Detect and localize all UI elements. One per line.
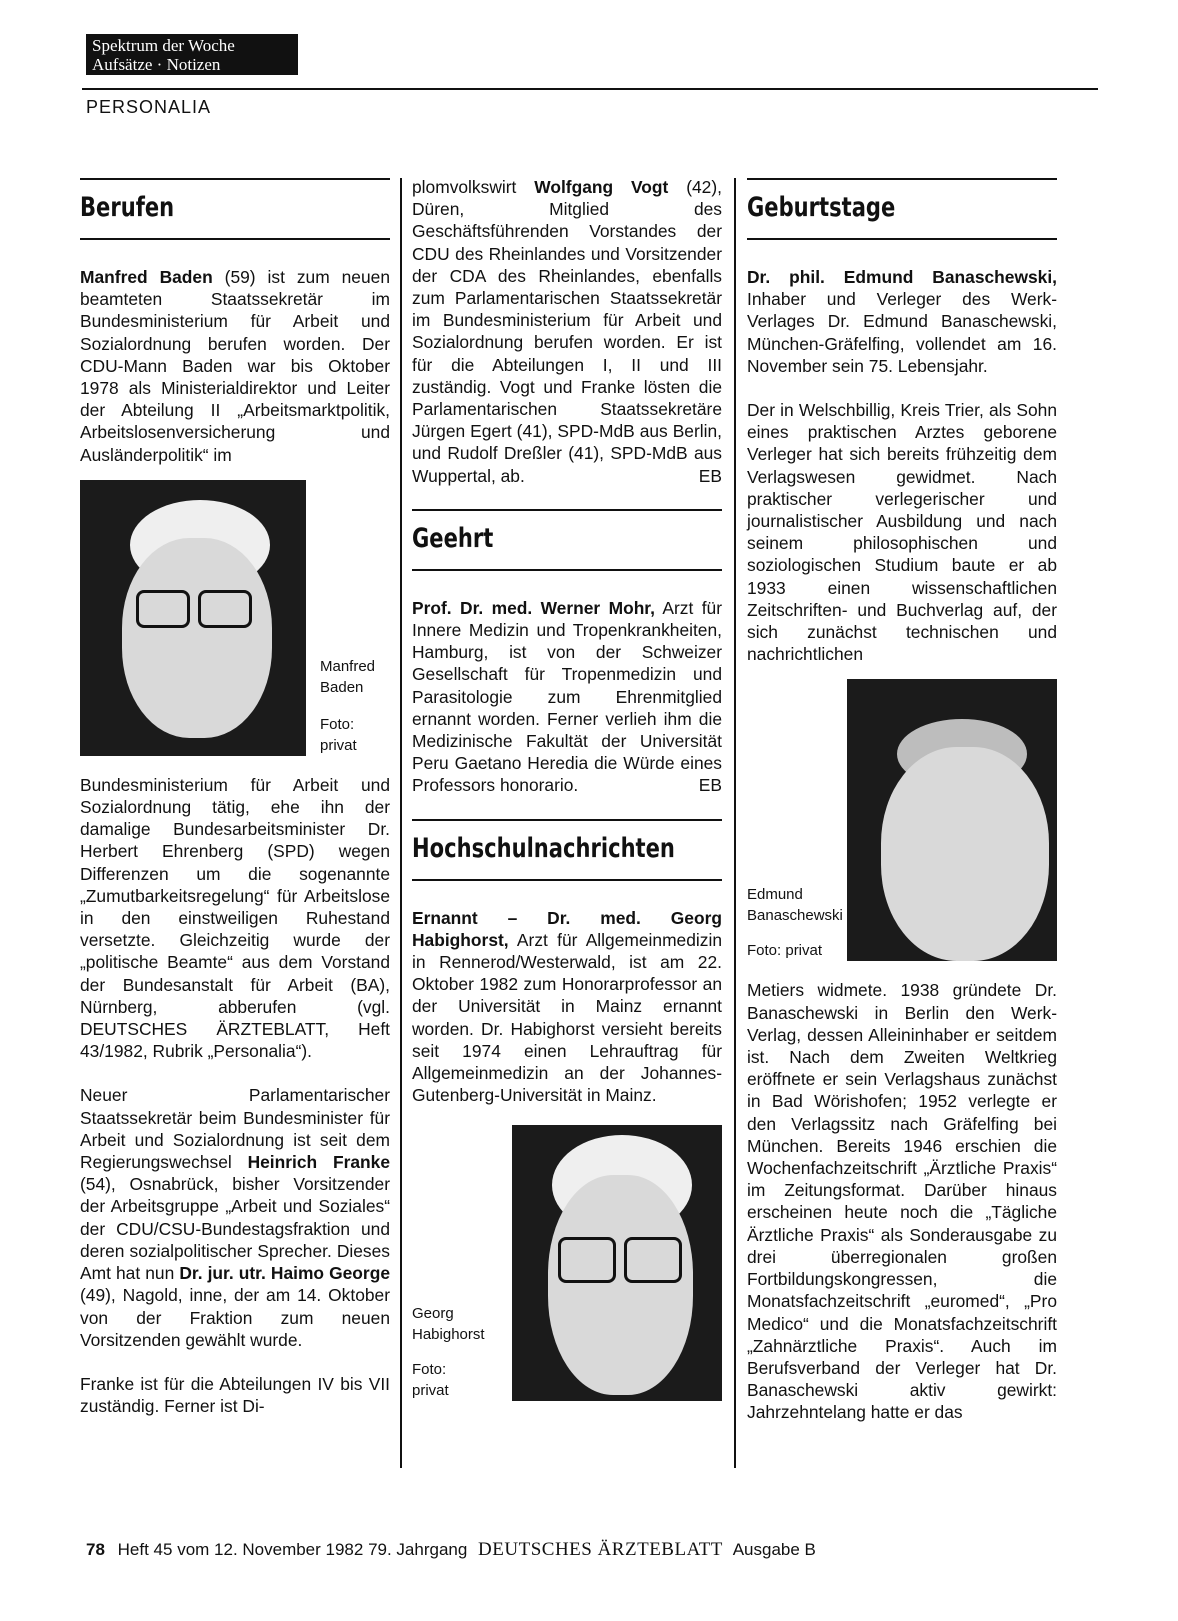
portrait-photo-habighorst [512, 1125, 722, 1401]
column-1 [80, 178, 390, 1439]
photo-caption [412, 1303, 500, 1401]
rule [80, 238, 390, 240]
rule [412, 509, 722, 511]
rubric-line-2: Aufsätze · Notizen [92, 55, 221, 74]
paragraph: Prof. Dr. med. Werner Mohr, Arzt für Innere Medizin und Tropenkrankheiten, Hamburg, ist von der Schweizer Gesellschaft für Tropenmedizin und Parasitologie zum Ehrenmitglied ernannt worden. Ferner verlieh ihm die Medizinische Fakultät der Universität Peru Gaetano Heredia die Würde eines Professors honorario. EB [412, 597, 722, 796]
photo-block [80, 480, 390, 756]
photo-caption [747, 884, 843, 961]
person-name: Dr. jur. utr. Haimo George [179, 1263, 390, 1284]
heading-hochschulnachrichten: Hochschulnachrichten [412, 832, 675, 864]
rule [747, 178, 1057, 180]
paragraph: Metiers widmete. 1938 gründete Dr. Banaschewski in Berlin den Werk-Verlag, dessen Alleininhaber er seitdem ist. Nach dem Zweiten Weltkrieg eröffnete er sein Verlagshaus zunächst in Bad Wörishofen; 1952 verlegte er den Verlagssitz nach Gräfelfing bei München. Bereits 1946 erschien die Wochenfachzeitschrift „Ärztliche Praxis“ im Zeitungsformat. Darüber hinaus erscheinen heute noch die „Tägliche Ärztliche Praxis“ als Sonderausgabe zu drei überregionalen großen Fortbildungskongressen, die Monatsfachzeitschrift „euromed“, „Pro Medico“ und die Monatsfachzeitschrift „Zahnärztliche Praxis“. Auch im Berufsverband der Verleger hat Dr. Banaschewski aktiv gewirkt: Jahrzehntelang hatte er das [747, 980, 1057, 1423]
caption-name: Georg Habighorst [412, 1304, 485, 1343]
paragraph-text: (59) ist zum neuen beamteten Staatssekretär im Bundesministerium für Arbeit und Sozialordnung berufen worden. Der CDU-Mann Baden war bis Oktober 1978 als Ministerialdirektor und Leiter der Abteilung II „Arbeitsmarktpolitik, Arbeitslosenversicherung und Ausländerpolitik“ im [80, 267, 390, 465]
rule [747, 238, 1057, 240]
paragraph: Der in Welschbillig, Kreis Trier, als Sohn eines praktischen Arztes geborene Verleger hat sich bereits frühzeitig dem Verlagswesen gewidmet. Nach praktischer verlegerischer und journalistischer Ausbildung und nach seinem philosophischen und soziologischen Studium baute er ab 1933 einen wissenschaftlichen Zeitschriften- und Buchverlag auf, der sich zunächst technischen und nachrichtlichen [747, 400, 1057, 665]
issue-info: Heft 45 vom 12. November 1982 79. Jahrgang [117, 1540, 468, 1559]
photo-block [747, 679, 1057, 961]
column-2 [412, 176, 722, 1419]
paragraph: plomvolkswirt Wolfgang Vogt (42), Düren, Mitglied des Geschäftsführenden Vorstandes der CDU des Rheinlandes und Vorsitzender der CDA des Rheinlandes, ebenfalls zum Parlamentarischen Staatssekretär im Bundesministerium für Arbeit und Sozialordnung berufen worden. Er ist für die Abteilungen I, II und III zuständig. Vogt und Franke lösten die Parlamentarischen Staatssekretäre Jürgen Egert (41), SPD-MdB aus Berlin, und Rudolf Dreßler (41), SPD-MdB aus Wuppertal, ab. EB [412, 177, 722, 486]
paragraph: Franke ist für die Abteilungen IV bis VII zuständig. Ferner ist Di- [80, 1373, 390, 1417]
person-name: Wolfgang Vogt [534, 177, 669, 197]
header-rule [82, 88, 1098, 90]
author-sig: EB [698, 775, 722, 796]
portrait-photo-baden [80, 480, 306, 756]
rubric-line-1: Spektrum der Woche [92, 36, 235, 55]
paragraph: Dr. phil. Edmund Banaschewski, Inhaber und Verleger des Werk-Verlages Dr. Edmund Banaschewski, München-Gräfelfing, vollendet am 16. November sein 75. Lebensjahr. [747, 267, 1057, 376]
person-name: Ernannt – Dr. med. Georg Habighorst, [412, 907, 722, 950]
paragraph: Bundesministerium für Arbeit und Sozialordnung tätig, ehe ihn der damalige Bundesarbeitsminister Dr. Herbert Ehrenberg (SPD) wegen Differenzen um die sogenannte „Zumutbarkeitsregelung“ für Arbeitslose in den einstweiligen Ruhestand versetzte. Gleichzeitig wurde der „politische Beamte“ aus dem Vorstand der Bundesanstalt für Arbeit (BA), Nürnberg, abberufen (vgl. DEUTSCHES ÄRZTEBLATT, Heft 43/1982, Rubrik „Personalia“). [80, 774, 390, 1062]
rubric-box [86, 34, 298, 75]
edition: Ausgabe B [732, 1540, 816, 1559]
journal-name: DEUTSCHES ÄRZTEBLATT [478, 1539, 723, 1560]
photo-block [412, 1125, 722, 1401]
author-sig: EB [698, 465, 722, 486]
rule [412, 879, 722, 881]
caption-credit: Foto: privat [320, 715, 357, 754]
heading-geburtstage: Geburtstage [747, 192, 896, 223]
column-3 [747, 178, 1057, 1446]
photo-caption [320, 656, 390, 756]
column-divider [734, 178, 736, 1468]
heading-geehrt: Geehrt [412, 522, 494, 554]
person-name: Heinrich Franke [247, 1152, 390, 1173]
page-number: 78 [86, 1540, 105, 1559]
person-name: Prof. Dr. med. Werner Mohr, [412, 597, 655, 618]
page-footer [86, 1539, 816, 1561]
caption-name: Edmund Banaschewski [747, 886, 843, 925]
rule [80, 178, 390, 180]
section-label: PERSONALIA [86, 97, 212, 117]
caption-name: Manfred Baden [320, 657, 376, 696]
paragraph: Ernannt – Dr. med. Georg Habighorst, Arzt für Allgemeinmedizin in Rennerod/Westerwald, ist am 22. Oktober 1982 zum Honorarprofessor an der Universität in Mainz ernannt worden. Dr. Habighorst versieht bereits seit 1974 einen Lehrauftrag für Allgemeinmedizin an der Johannes-Gutenberg-Universität in Mainz. [412, 907, 722, 1106]
heading-berufen: Berufen [80, 192, 175, 223]
paragraph [80, 266, 390, 466]
caption-credit: Foto: privat [412, 1360, 449, 1399]
person-name: Manfred Baden [80, 267, 213, 287]
paragraph: Neuer Parlamentarischer Staatssekretär beim Bundesminister für Arbeit und Sozialordnung ist seit dem Regierungswechsel Heinrich Franke (54), Osnabrück, bisher Vorsitzender der Arbeitsgruppe „Arbeit und Soziales“ der CDU/CSU-Bundestagsfraktion und deren sozialpolitischer Sprecher. Dieses Amt hat nun Dr. jur. utr. Haimo George (49), Nagold, inne, der am 14. Oktober von der Fraktion zum neuen Vorsitzenden gewählt wurde. [80, 1085, 390, 1350]
rule [412, 569, 722, 571]
caption-credit: Foto: privat [747, 942, 823, 960]
column-divider [400, 178, 402, 1468]
rule [412, 819, 722, 821]
person-name: Dr. phil. Edmund Banaschewski, [747, 267, 1057, 287]
portrait-photo-banaschewski [847, 679, 1057, 961]
